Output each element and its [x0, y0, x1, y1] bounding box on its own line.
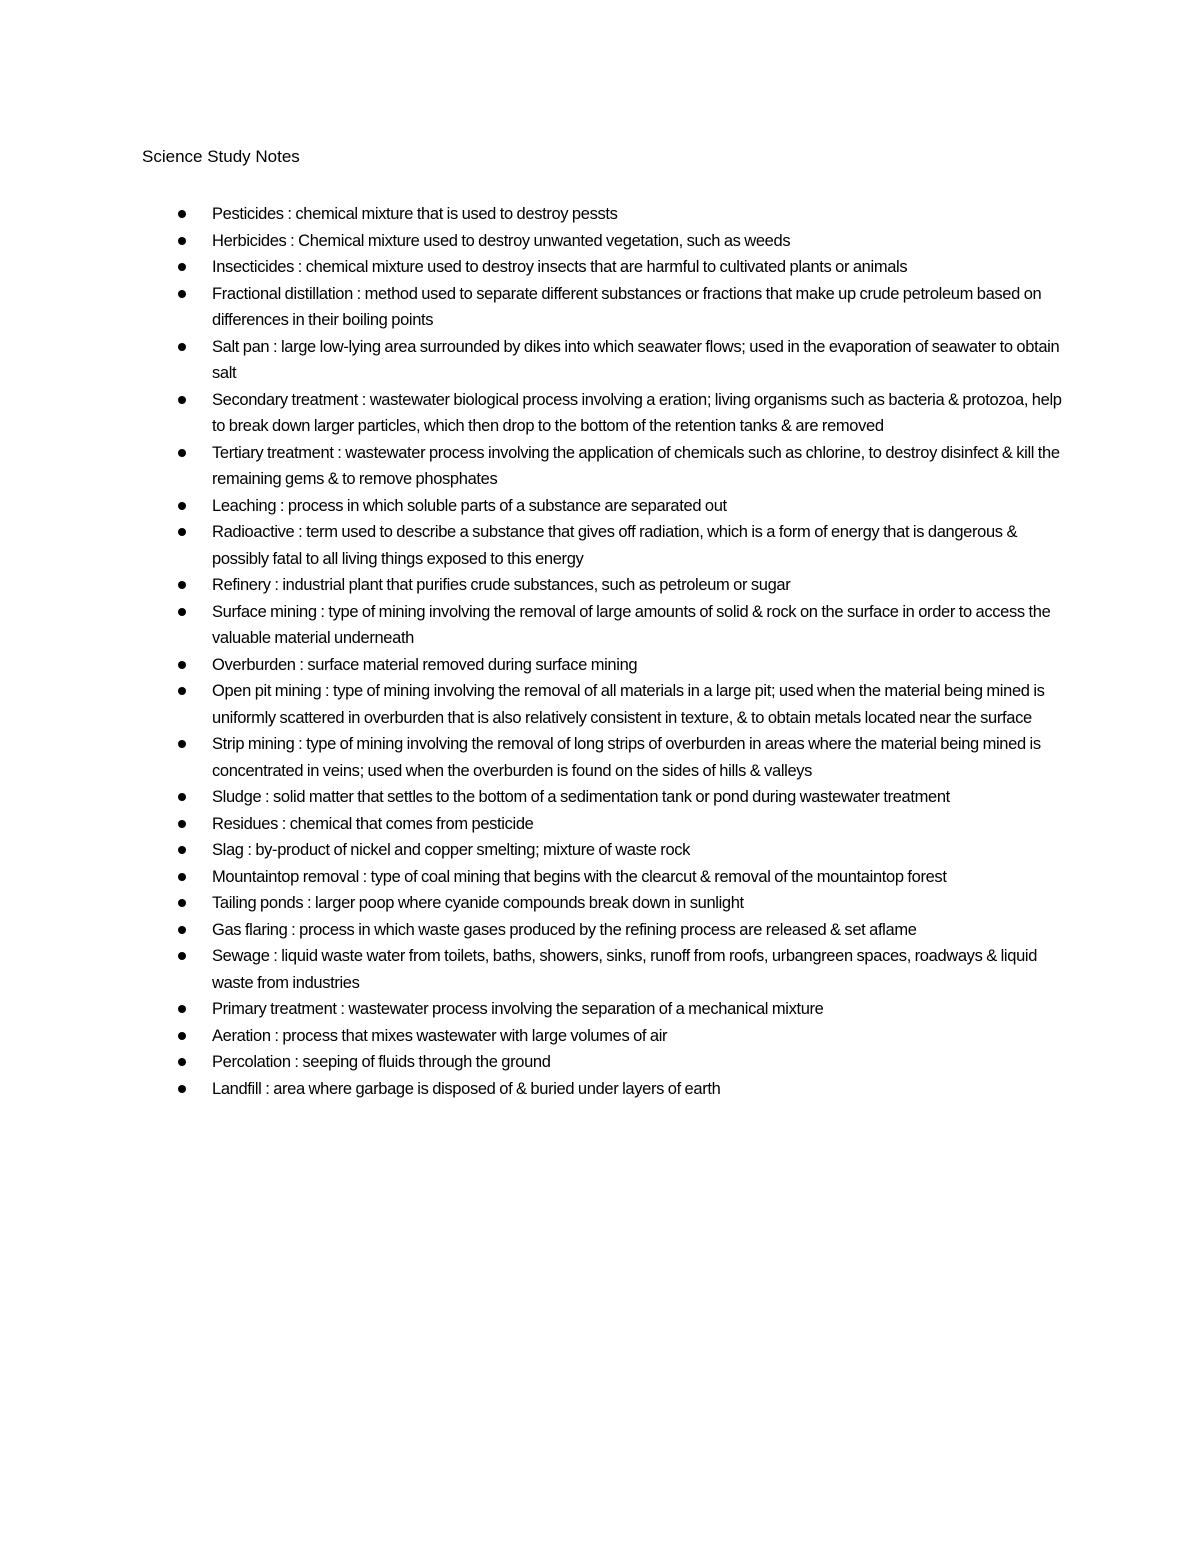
bullet-icon — [178, 263, 186, 271]
list-item — [142, 811, 1062, 838]
list-item — [142, 440, 1062, 493]
list-item — [142, 917, 1062, 944]
bullet-icon — [178, 952, 186, 960]
bullet-icon — [178, 1032, 186, 1040]
bullet-icon — [178, 210, 186, 218]
note-text: Aeration : process that mixes wastewater with large volumes of air — [212, 1026, 668, 1045]
bullet-icon — [178, 290, 186, 298]
list-item — [142, 599, 1062, 652]
note-text: Surface mining : type of mining involving the removal of large amounts of solid & rock on the surface in order to access the valuable material underneath — [212, 602, 1051, 647]
list-item — [142, 519, 1062, 572]
list-item — [142, 387, 1062, 440]
note-text: Strip mining : type of mining involving the removal of long strips of overburden in areas where the material being mined is concentrated in veins; used when the overburden is found on the sides of hills & valleys — [212, 735, 1041, 780]
list-item — [142, 652, 1062, 679]
list-item — [142, 678, 1062, 731]
note-text: Overburden : surface material removed during surface mining — [212, 655, 638, 674]
bullet-icon — [178, 581, 186, 589]
bullet-icon — [178, 237, 186, 245]
list-item — [142, 228, 1062, 255]
note-text: Tertiary treatment : wastewater process involving the application of chemicals such as chlorine, to destroy disinfect & kill the remaining gems & to remove phosphates — [212, 443, 1060, 488]
note-text: Open pit mining : type of mining involving the removal of all materials in a large pit; used when the material being mined is uniformly scattered in overburden that is also relatively consistent in texture, & to obtain metals located near the surface — [212, 682, 1045, 727]
list-item — [142, 890, 1062, 917]
bullet-icon — [178, 343, 186, 351]
bullet-icon — [178, 1005, 186, 1013]
list-item — [142, 784, 1062, 811]
list-item — [142, 254, 1062, 281]
bullet-icon — [178, 502, 186, 510]
list-item — [142, 201, 1062, 228]
bullet-icon — [178, 528, 186, 536]
list-item — [142, 731, 1062, 784]
list-item — [142, 996, 1062, 1023]
bullet-icon — [178, 793, 186, 801]
list-item — [142, 572, 1062, 599]
list-item — [142, 334, 1062, 387]
list-item — [142, 1049, 1062, 1076]
bullet-icon — [178, 396, 186, 404]
note-text: Fractional distillation : method used to separate different substances or fractions that make up crude petroleum based on differences in their boiling points — [212, 284, 1042, 329]
note-text: Residues : chemical that comes from pesticide — [212, 814, 534, 833]
note-text: Leaching : process in which soluble parts of a substance are separated out — [212, 496, 727, 515]
bullet-icon — [178, 740, 186, 748]
note-text: Primary treatment : wastewater process involving the separation of a mechanical mixture — [212, 1000, 824, 1018]
bullet-icon — [178, 1058, 186, 1066]
note-text: Pesticides : chemical mixture that is used to destroy pessts — [212, 205, 618, 223]
note-text: Slag : by-product of nickel and copper smelting; mixture of waste rock — [212, 841, 691, 859]
list-item — [142, 493, 1062, 520]
bullet-icon — [178, 899, 186, 907]
note-text: Refinery : industrial plant that purifies crude substances, such as petroleum or sugar — [212, 576, 791, 594]
note-text: Gas flaring : process in which waste gases produced by the refining process are released & set aflame — [212, 920, 917, 939]
bullet-icon — [178, 846, 186, 854]
note-text: Tailing ponds : larger poop where cyanide compounds break down in sunlight — [212, 894, 744, 912]
note-text: Landfill : area where garbage is disposed of & buried under layers of earth — [212, 1079, 721, 1098]
document-title: Science Study Notes — [142, 147, 300, 166]
note-text: Radioactive : term used to describe a substance that gives off radiation, which is a form of energy that is dangerous & possibly fatal to all living things exposed to this energy — [212, 523, 1018, 568]
bullet-icon — [178, 873, 186, 881]
bullet-icon — [178, 1085, 186, 1093]
list-item — [142, 864, 1062, 891]
notes-list — [142, 201, 1062, 1102]
note-text: Mountaintop removal : type of coal mining that begins with the clearcut & removal of the mountaintop forest — [212, 867, 947, 886]
bullet-icon — [178, 926, 186, 934]
list-item — [142, 281, 1062, 334]
note-text: Insecticides : chemical mixture used to destroy insects that are harmful to cultivated plants or animals — [212, 258, 908, 276]
bullet-icon — [178, 661, 186, 669]
note-text: Salt pan : large low-lying area surrounded by dikes into which seawater flows; used in the evaporation of seawater to obtain salt — [212, 337, 1060, 382]
bullet-icon — [178, 820, 186, 828]
note-text: Secondary treatment : wastewater biological process involving a eration; living organisms such as bacteria & protozoa, help to break down larger particles, which then drop to the bottom of the retention tanks & are removed — [212, 390, 1062, 435]
list-item — [142, 837, 1062, 864]
list-item — [142, 1023, 1062, 1050]
note-text: Sewage : liquid waste water from toilets, baths, showers, sinks, runoff from roofs, urbangreen spaces, roadways & liquid waste from industries — [212, 947, 1038, 992]
bullet-icon — [178, 687, 186, 695]
note-text: Sludge : solid matter that settles to the bottom of a sedimentation tank or pond during wastewater treatment — [212, 788, 950, 806]
bullet-icon — [178, 449, 186, 457]
note-text: Percolation : seeping of fluids through the ground — [212, 1053, 551, 1071]
list-item — [142, 943, 1062, 996]
bullet-icon — [178, 608, 186, 616]
list-item — [142, 1076, 1062, 1103]
note-text: Herbicides : Chemical mixture used to destroy unwanted vegetation, such as weeds — [212, 231, 791, 250]
